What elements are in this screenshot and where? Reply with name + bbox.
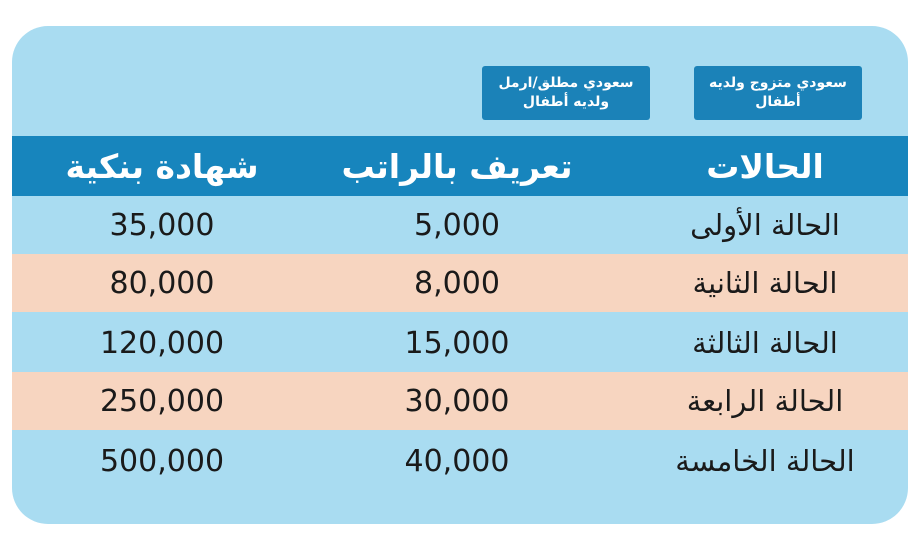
salary-value: 40,000: [404, 443, 510, 479]
certificate-value: 500,000: [99, 443, 225, 479]
header-bank-certificate: شهادة بنكية: [65, 146, 259, 186]
table-row: [12, 254, 908, 312]
case-label: الحالة الخامسة: [675, 444, 855, 478]
case-label: الحالة الأولى: [690, 208, 840, 242]
requirements-table-card: [12, 26, 908, 524]
salary-value: 30,000: [404, 383, 510, 419]
salary-value: 8,000: [414, 265, 500, 301]
header-salary-definition: تعريف بالراتب: [341, 146, 573, 186]
certificate-value: 120,000: [99, 325, 225, 361]
case-label: الحالة الرابعة: [686, 384, 844, 418]
certificate-value: 35,000: [109, 207, 215, 243]
tag-married-with-children: سعودي متزوج ولديه أطفال: [694, 66, 862, 120]
table-header: [12, 136, 908, 196]
table-row: [12, 314, 908, 372]
table-row: [12, 432, 908, 490]
table-row: [12, 196, 908, 254]
case-label: الحالة الثانية: [692, 266, 838, 300]
table-row: [12, 372, 908, 430]
salary-value: 5,000: [414, 207, 500, 243]
certificate-value: 80,000: [109, 265, 215, 301]
case-label: الحالة الثالثة: [692, 326, 838, 360]
salary-value: 15,000: [404, 325, 510, 361]
certificate-value: 250,000: [99, 383, 225, 419]
tag-divorced-widowed-with-children: سعودي مطلق/ارمل ولديه أطفال: [482, 66, 650, 120]
header-cases: الحالات: [706, 146, 824, 186]
